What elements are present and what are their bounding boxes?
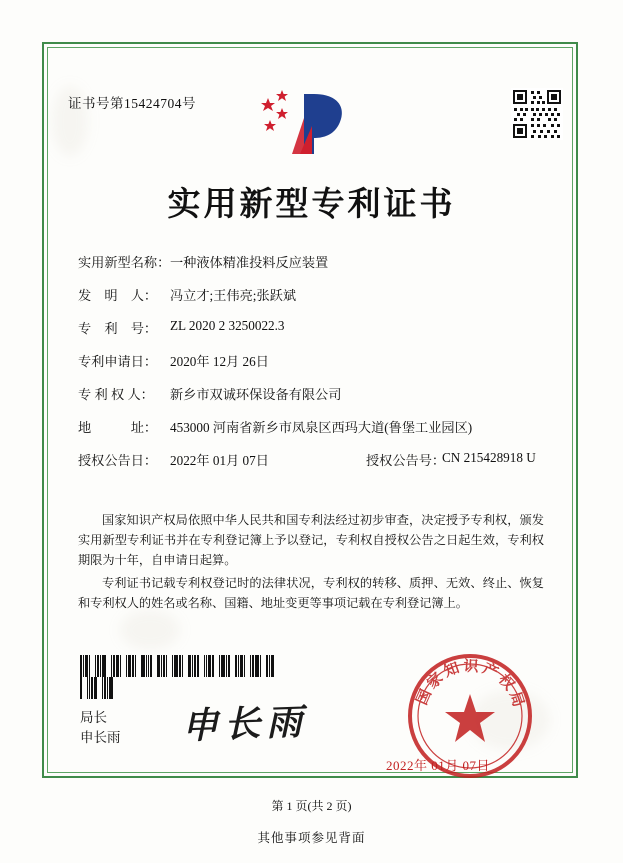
field-label: 授权公告日： [78,453,158,468]
field-row-utility-model-name [78,252,548,285]
field-value: 一种液体精准投料反应装置 [170,255,329,270]
field-value: CN 215428918 U [442,450,536,465]
footer-note: 其他事项参见背面 [257,831,366,845]
field-label: 实用新型名称： [78,255,171,270]
legal-paragraph: 专利证书记载专利权登记时的法律状况，专利权的转移、质押、无效、终止、恢复和专利权人的姓名或名称、国籍、地址变更等事项记载在专利登记簿上。 [78,576,544,610]
handwritten-signature: 申长雨 [181,700,309,748]
field-row-grant-announcement [78,450,548,484]
field-row-application-date [78,351,548,384]
legal-text-block [78,510,544,616]
field-label: 地 址： [78,420,158,435]
seal-date: 2022年 01月 07日 [386,758,491,773]
grant-announcement-number-group [366,450,536,469]
legal-paragraph: 国家知识产权局依照中华人民共和国专利法经过初步审查，决定授予专利权，颁发实用新型专利证书并在专利登记簿上予以登记，专利权自授权公告之日起生效，专利权期限为十年，自申请日起算。 [78,513,544,567]
field-value: 新乡市双诚环保设备有限公司 [170,387,342,402]
field-value: ZL 2020 2 3250022.3 [170,318,285,333]
field-value: 2022年 01月 07日 [170,453,269,468]
field-label: 专 利 权 人： [78,387,154,402]
field-label: 专 利 号： [78,321,158,336]
signature-labels [80,708,121,748]
page-number: 第 1 页(共 2 页) [271,799,352,813]
field-value: 453000 河南省新乡市凤泉区西玛大道(鲁堡工业园区) [170,420,473,435]
field-label: 发 明 人： [78,288,158,303]
director-name-label: 申长雨 [80,730,121,745]
field-row-inventor [78,285,548,318]
field-label: 专利申请日： [78,354,158,369]
field-value: 2020年 12月 26日 [170,354,269,369]
field-row-patentee [78,384,548,417]
svg-text:国家知识产权局: 国家知识产权局 [414,658,527,712]
barcode [80,655,276,677]
director-title-label: 局长 [80,710,107,725]
qr-code [511,88,563,140]
field-row-patent-number [78,318,548,351]
cnipa-logo [256,84,354,162]
certificate-number: 证书号第15424704号 [68,96,196,111]
field-value: 冯立才;王伟亮;张跃斌 [170,288,297,303]
field-list [78,252,548,484]
field-label: 授权公告号： [366,453,446,468]
page-title: 实用新型专利证书 [167,187,456,223]
field-row-address [78,417,548,450]
